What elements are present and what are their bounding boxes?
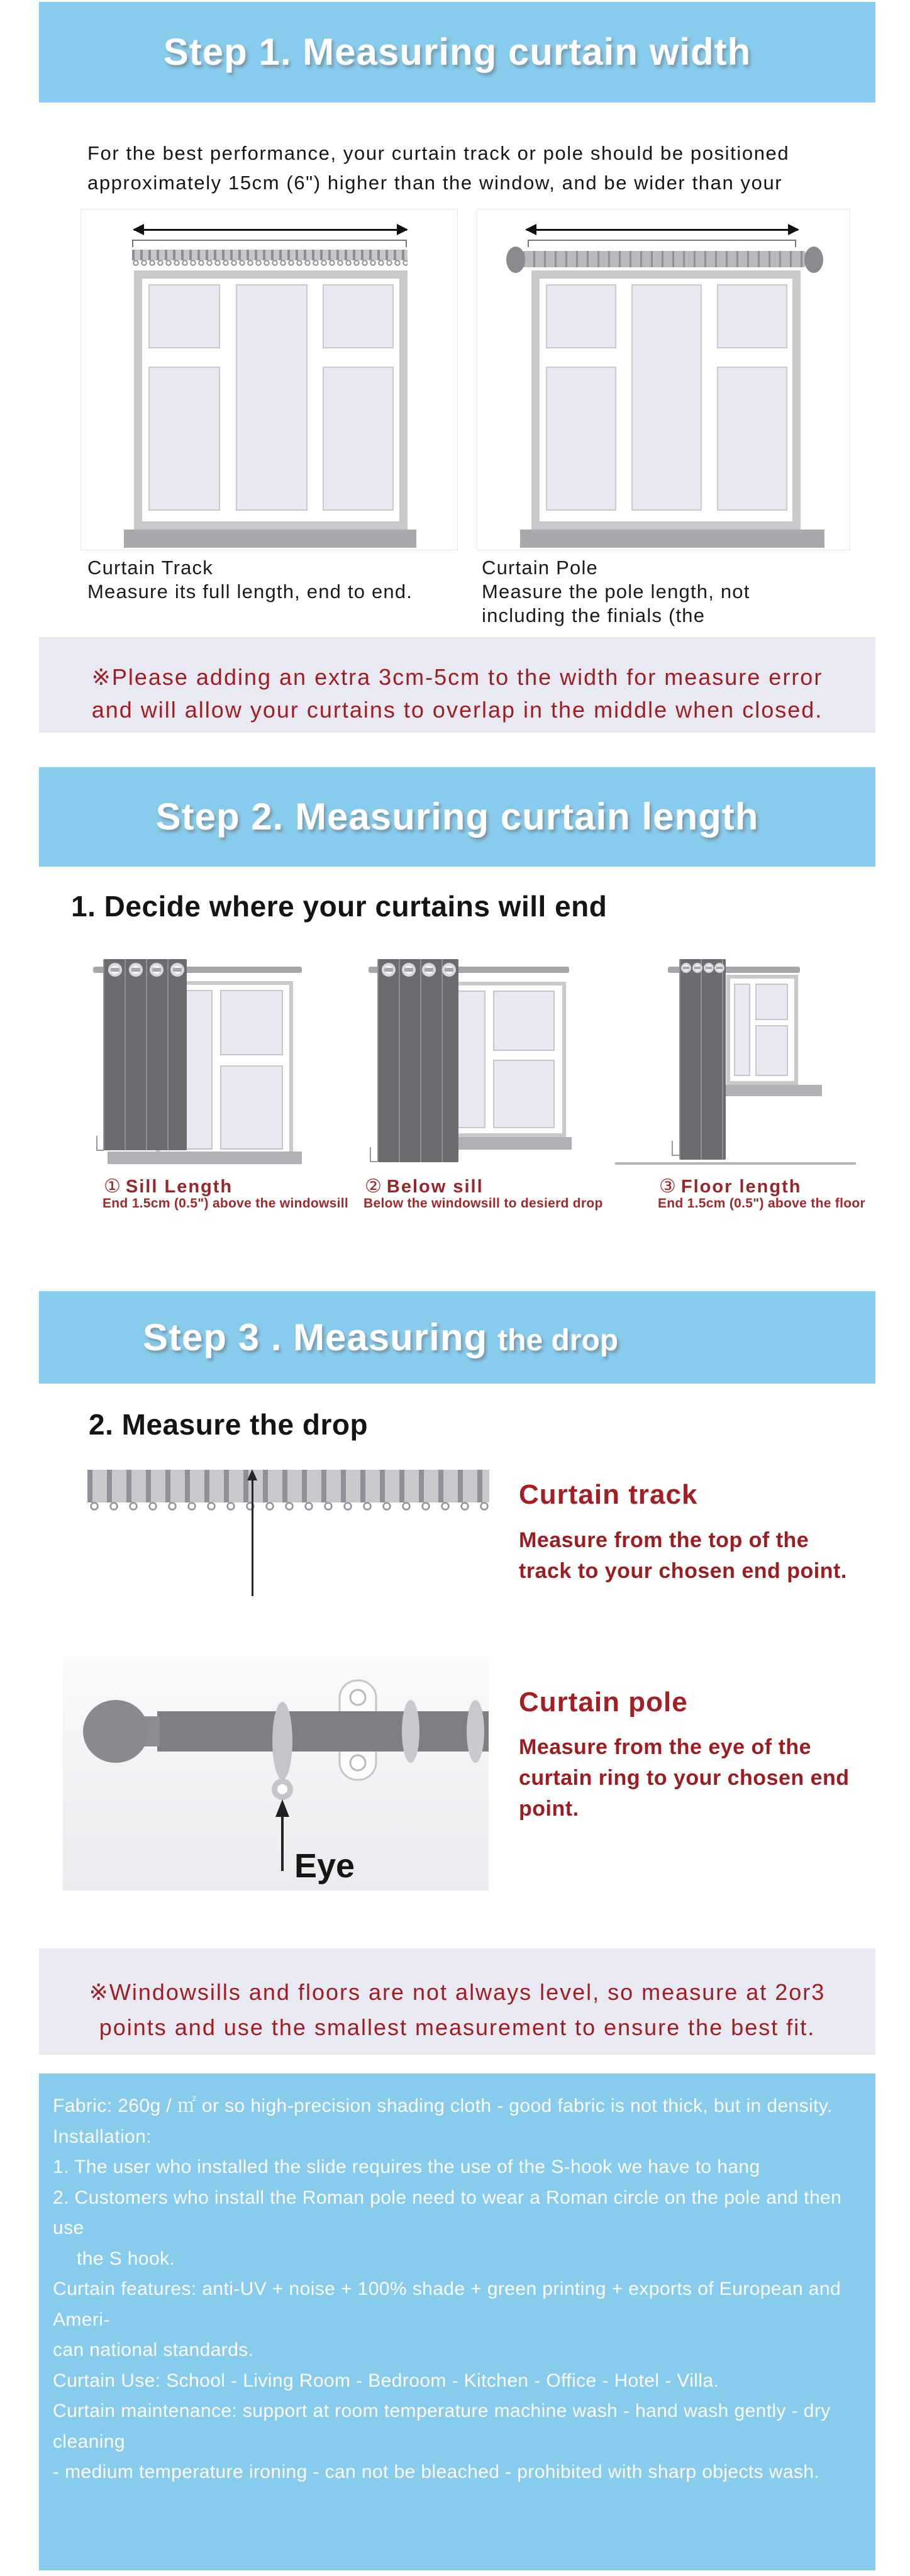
option-caption-floor: End 1.5cm (0.5") above the floor (658, 1196, 865, 1211)
grommet-icon (402, 963, 416, 977)
floor-length-diagram (668, 955, 869, 1176)
track-hooks-icon (132, 259, 408, 267)
pole-drop-line: point. (519, 1797, 579, 1821)
option-caption-below-sill: Below the windowsill to desierd drop (363, 1196, 603, 1211)
detail-line: can national standards. (53, 2340, 254, 2360)
level-note-line1: ※Windowsills and floors are not always level, so measure at 2or3 (89, 1979, 826, 2005)
window-pane (631, 284, 702, 511)
windowsill (520, 530, 824, 548)
detail-line: 1. The user who installed the slide requires the use of the S-hook we have to hang (53, 2157, 760, 2177)
level-note (39, 1948, 875, 2055)
curtain-ring-icon (272, 1702, 292, 1780)
circled-number-icon: ② (365, 1175, 383, 1197)
window-pane (546, 367, 616, 511)
pole-icon (157, 1711, 489, 1752)
track-caption-title: Curtain Track (87, 557, 213, 579)
bracket-hole-icon (350, 1690, 365, 1705)
measure-end-mark-icon (370, 1147, 377, 1162)
curtain-pole-photo (63, 1656, 489, 1890)
step1-intro-line1: For the best performance, your curtain track or pole should be positioned (87, 142, 790, 164)
option-title: Floor length (680, 1177, 802, 1197)
drop-arrow-icon (252, 1479, 253, 1596)
grommet-icon (714, 963, 724, 973)
arrow-up-icon (247, 1469, 257, 1480)
window-pane (220, 990, 283, 1055)
pole-drop-line: Measure from the eye of the (519, 1735, 812, 1759)
option-caption-sill: End 1.5cm (0.5") above the windowsill (103, 1196, 348, 1211)
grommet-icon (422, 963, 436, 977)
curtain-track-icon (87, 1470, 489, 1502)
step2-heading: 1. Decide where your curtains will end (71, 890, 608, 923)
width-note-line2: and will allow your curtains to overlap in the middle when closed. (91, 697, 823, 723)
curtain-pole-icon (523, 251, 806, 267)
window-pane (755, 984, 788, 1020)
detail-line: Curtain features: anti-UV + noise + 100% shade + green printing + exports of European and Ameri- (53, 2279, 841, 2330)
detail-line: - medium temperature ironing - can not be bleached - prohibited with sharp objects wash. (53, 2462, 820, 2482)
circled-number-icon: ③ (659, 1175, 677, 1197)
windowsill (718, 1085, 822, 1096)
eye-arrow-icon (281, 1809, 284, 1871)
window-pane (148, 367, 220, 511)
window-illustration (726, 975, 798, 1085)
grommet-icon (108, 963, 122, 977)
option-title: Below sill (386, 1177, 484, 1197)
step1-intro (87, 138, 789, 197)
windowsill (124, 530, 416, 548)
window-pane (755, 1025, 788, 1076)
track-hooks-icon (87, 1501, 489, 1514)
product-details-panel (39, 2074, 875, 2570)
circled-number-icon: ① (104, 1175, 122, 1197)
option-title: Sill Length (125, 1177, 233, 1197)
pole-drop-text (519, 1732, 850, 1824)
measure-end-mark-icon (672, 1141, 679, 1156)
window-pane (717, 284, 787, 348)
option-label-sill (104, 1175, 233, 1197)
curtain-ring-icon (467, 1700, 484, 1763)
arrow-left-icon (133, 224, 144, 235)
window-pane (546, 284, 616, 348)
track-caption-line: Measure its full length, end to end. (87, 580, 413, 602)
pole-caption (482, 556, 750, 628)
curtain-illustration (377, 959, 458, 1162)
step3-banner-main: Step 3 . Measuring (143, 1316, 488, 1358)
curtain-pole-diagram (477, 209, 850, 550)
finial-icon (506, 247, 525, 273)
window-pane (734, 984, 750, 1076)
grommet-icon (692, 963, 702, 973)
pole-drop-line: curtain ring to your chosen end (519, 1766, 850, 1790)
detail-line: Curtain Use: School - Living Room - Bedroom - Kitchen - Office - Hotel - Villa. (53, 2370, 719, 2391)
track-drop-text (519, 1525, 847, 1587)
grommet-icon (681, 963, 691, 973)
window-pane (493, 1060, 555, 1128)
option-label-floor (659, 1175, 801, 1197)
step3-banner (39, 1291, 875, 1384)
window-pane (220, 1065, 283, 1150)
below-sill-diagram (369, 955, 573, 1175)
ring-eye-hole (277, 1784, 287, 1794)
detail-line: 2. Customers who install the Roman pole need to wear a Roman circle on the pole and then use (53, 2187, 842, 2238)
step3-heading: 2. Measure the drop (89, 1408, 369, 1441)
width-note (39, 637, 875, 733)
detail-line: the S hook. (77, 2248, 175, 2269)
width-arrow-icon (526, 229, 798, 231)
curtain-illustration (679, 959, 726, 1160)
width-arrow-icon (134, 229, 407, 231)
detail-line: Installation: (53, 2126, 152, 2147)
pole-drop-title: Curtain pole (519, 1687, 688, 1718)
window-illustration (134, 270, 408, 530)
width-note-line1: ※Please adding an extra 3cm-5cm to the width for measure error (91, 664, 823, 690)
window-pane (323, 367, 394, 511)
window-illustration (531, 270, 801, 530)
grommet-icon (382, 963, 396, 977)
window-pane (717, 367, 787, 511)
pole-caption-title: Curtain Pole (482, 557, 598, 579)
grommet-icon (129, 963, 143, 977)
curtain-illustration (103, 959, 187, 1150)
finial-icon (804, 247, 823, 273)
level-note-line2: points and use the smallest measurement to ensure the best fit. (99, 2014, 816, 2040)
step1-intro-line2: approximately 15cm (6") higher than the window, and be wider than your (87, 172, 783, 194)
curtain-track-diagram (80, 209, 458, 550)
bracket-hole-icon (350, 1755, 365, 1770)
windowsill (108, 1152, 302, 1164)
detail-line: Curtain maintenance: support at room temperature machine wash - hand wash gently - dry cleaning (53, 2401, 831, 2452)
track-drop-line: track to your chosen end point. (519, 1559, 847, 1583)
grommet-icon (704, 963, 714, 973)
curtain-pole-eye-illustration (63, 1656, 489, 1890)
grommet-icon (150, 963, 164, 977)
grommet-icon (170, 963, 184, 977)
track-drop-line: Measure from the top of the (519, 1528, 809, 1552)
measure-bracket-icon (528, 240, 796, 247)
grommet-icon (442, 963, 456, 977)
finial-icon (83, 1700, 148, 1763)
sill-length-diagram (93, 955, 307, 1175)
window-pane (148, 284, 220, 348)
window-pane (493, 991, 555, 1051)
track-drop-title: Curtain track (519, 1479, 698, 1510)
curtain-ring-icon (402, 1700, 419, 1763)
floor-line (615, 1162, 856, 1165)
track-caption (87, 556, 413, 604)
pole-caption-line: Measure the pole length, not (482, 580, 750, 602)
eye-label: Eye (294, 1847, 355, 1885)
arrow-left-icon (525, 224, 536, 235)
step1-banner: Step 1. Measuring curtain width (39, 2, 875, 103)
option-label-below-sill (365, 1175, 484, 1197)
eye-arrowhead-icon (275, 1799, 289, 1817)
step3-banner-small: the drop (497, 1324, 619, 1357)
step2-banner: Step 2. Measuring curtain length (39, 767, 875, 867)
measure-bracket-icon (132, 240, 407, 247)
arrow-right-icon (397, 224, 408, 235)
measure-end-mark-icon (96, 1136, 104, 1151)
window-pane (323, 284, 394, 348)
arrow-right-icon (788, 224, 799, 235)
detail-line: Fabric: 260g / ㎡ or so high-precision shading cloth - good fabric is not thick, but in density. (53, 2096, 833, 2116)
pole-caption-line: including the finials (the (482, 604, 706, 626)
window-pane (236, 284, 308, 511)
